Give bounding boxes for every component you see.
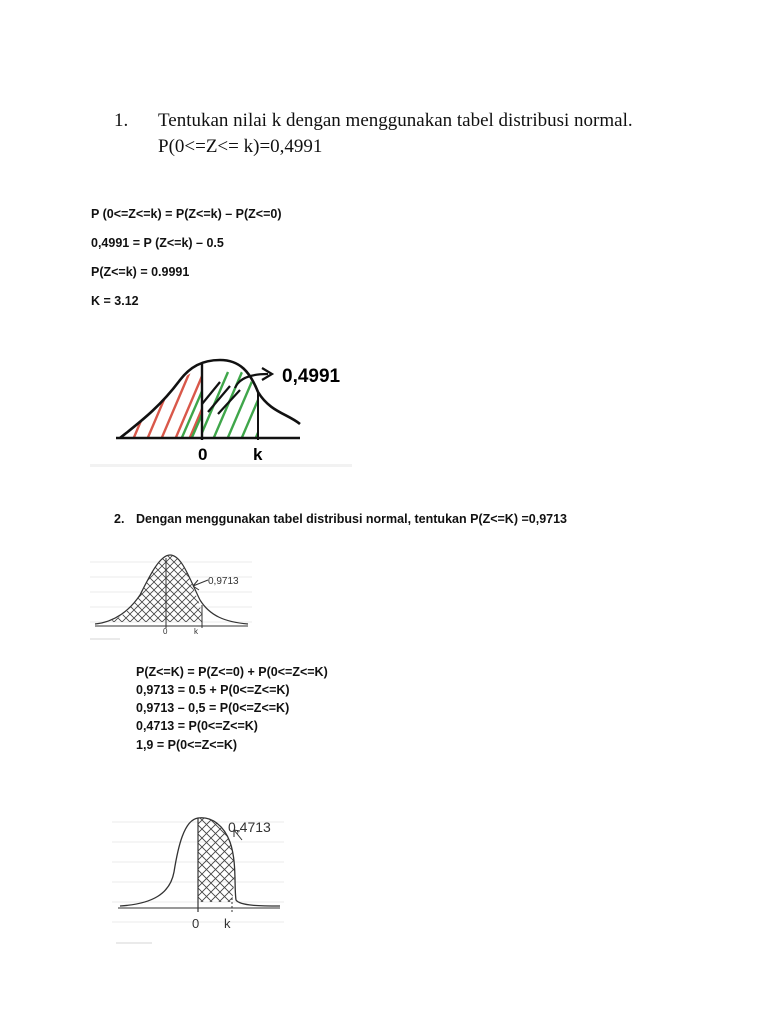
q1-step-3: P(Z<=k) = 0.9991	[91, 265, 190, 279]
q2b-label-zero: 0	[192, 916, 200, 931]
question2-number: 2.	[114, 512, 125, 526]
question1-statement: Tentukan nilai k dengan menggunakan tabel distribusi normal.	[158, 110, 633, 131]
q2-step-2: 0,9713 = 0.5 + P(0<=Z<=K)	[136, 683, 290, 697]
q1-normal-curve-figure	[90, 352, 360, 470]
q1-step-2: 0,4991 = P (Z<=k) – 0.5	[91, 236, 224, 250]
q1-step-4: K = 3.12	[91, 294, 139, 308]
q2-step-3: 0,9713 – 0,5 = P(0<=Z<=K)	[136, 701, 290, 715]
question1-number: 1.	[114, 110, 129, 131]
question2-statement: Dengan menggunakan tabel distribusi normal, tentukan P(Z<=K) =0,9713	[136, 512, 568, 526]
q2-figure-2	[112, 802, 284, 948]
q1-label-k: k	[253, 445, 263, 464]
q2a-annotation: 0,9713	[208, 576, 239, 587]
q1-left-shading	[118, 362, 222, 442]
q2a-label-zero: 0	[163, 627, 168, 636]
q2-figure-1	[90, 550, 252, 642]
q2-step-1: P(Z<=K) = P(Z<=0) + P(0<=Z<=K)	[136, 665, 328, 679]
q1-label-zero: 0	[198, 445, 208, 464]
q2-step-5: 1,9 = P(0<=Z<=K)	[136, 738, 238, 752]
q2b-annotation: 0,4713	[228, 819, 271, 835]
q2a-label-k: k	[194, 627, 198, 636]
q2a-arrow	[193, 580, 208, 590]
q2-step-4: 0,4713 = P(0<=Z<=K)	[136, 719, 258, 733]
question1-probability: P(0<=Z<= k)=0,4991	[158, 136, 323, 157]
q1-bell-curve	[120, 360, 300, 438]
q2b-label-k: k	[224, 916, 231, 931]
q1-step-1: P (0<=Z<=k) = P(Z<=k) – P(Z<=0)	[91, 207, 282, 221]
q1-annotation: 0,4991	[282, 366, 341, 387]
